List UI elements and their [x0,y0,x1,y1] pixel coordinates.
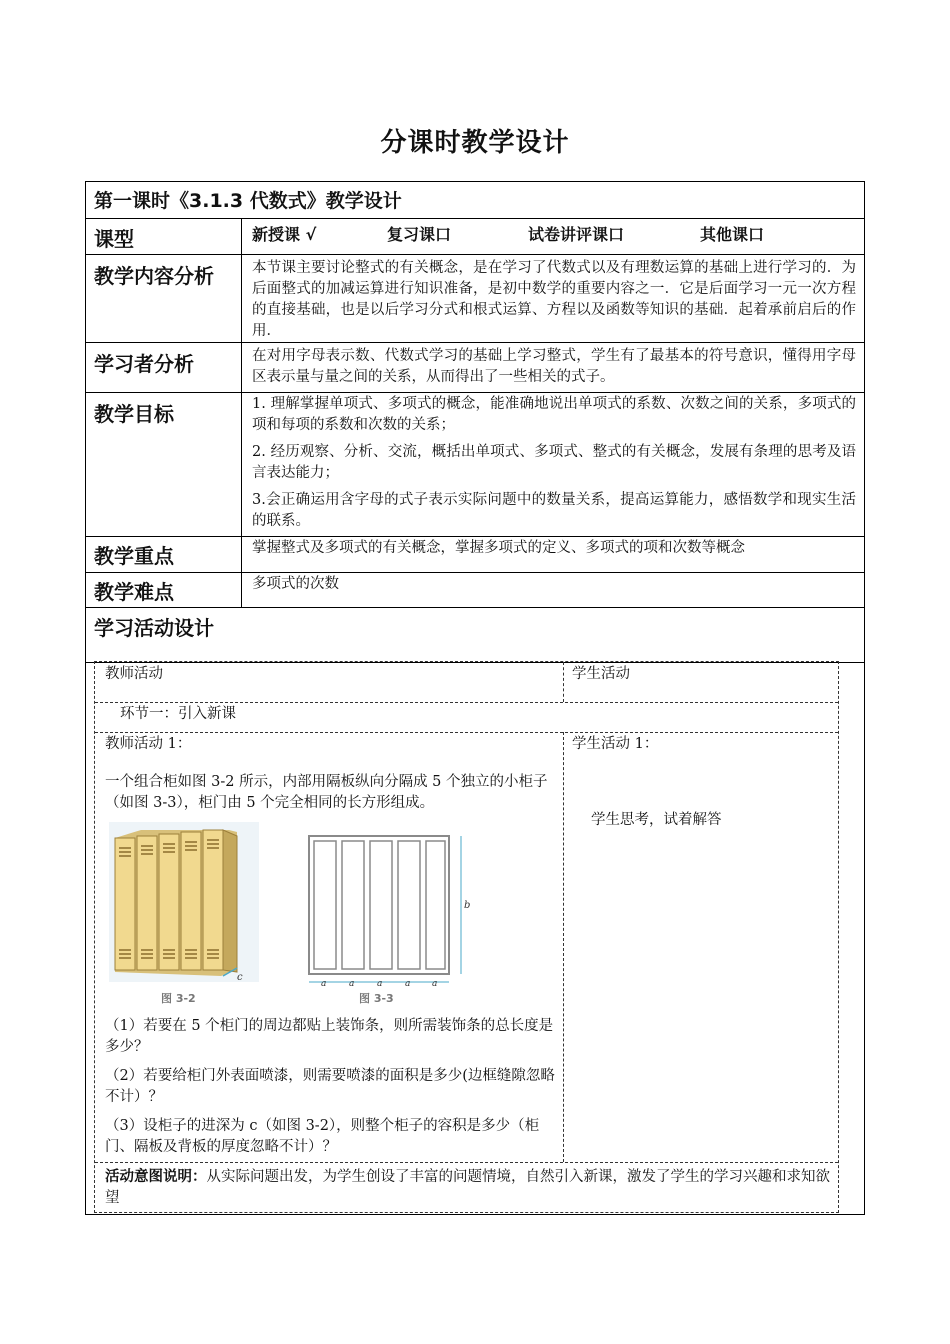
row-divider [86,342,864,343]
figure-label-b: b [464,900,471,911]
figure-label-a: a [405,979,411,989]
row-divider [86,254,864,255]
row-divider [86,572,864,573]
objective-item: 2. 经历观察、分析、交流，概括出单项式、多项式、整式的有关概念，发展有条理的思考及语言表达能力； [252,444,856,481]
dashed-row-divider [95,702,838,703]
figure-caption-3-3: 图 3-3 [359,992,394,1005]
objective-item: 1. 理解掌握单项式、多项式的概念，能准确地说出单项式的系数、次数之间的关系，多项式的项和每项的系数和次数的关系； [252,396,856,433]
activity-intent [105,1166,833,1209]
intent-label: 活动意图说明： [105,1168,207,1185]
cabinet-front-figure [309,836,470,989]
difficulties-text: 多项式的次数 [252,576,339,592]
row-divider [86,218,864,219]
column-divider [241,218,242,607]
key-points-label: 教学重点 [94,544,174,568]
type-option-new: 新授课 √ [252,225,317,244]
row-divider [86,392,864,393]
figure-label-a: a [377,979,383,989]
dashed-row-divider [95,1162,838,1163]
content-analysis-label: 教学内容分析 [94,264,214,288]
cabinet-figures [109,822,549,1008]
figure-caption-3-2: 图 3-2 [161,992,196,1005]
activity-design-label: 学习活动设计 [94,616,214,640]
teacher-activity-header: 教师活动 [105,666,163,682]
student-activity-header: 学生活动 [572,666,630,682]
question-3: （3）设柜子的进深为 c（如图 3-2），则整个柜子的容积是多少（柜门、隔板及背板的厚度忽略不计）？ [105,1118,540,1155]
objectives-label: 教学目标 [94,402,174,426]
learner-analysis-text: 在对用字母表示数、代数式学习的基础上学习整式，学生有了最基本的符号意识，懂得用字母区表示量与量之间的关系，从而得出了一些相关的式子。 [252,348,856,385]
dashed-column-divider [563,662,564,702]
learner-analysis-label: 学习者分析 [94,352,194,376]
page-title: 分课时教学设计 [380,128,570,158]
figure-label-c: c [237,972,243,983]
type-option-review: 复习课口 [387,225,452,244]
dashed-column-divider [563,732,564,1162]
content-analysis-text: 本节课主要讨论整式的有关概念，是在学习了代数式以及有理数运算的基础上进行学习的．为后面整式的加减运算进行知识准备，是初中数学的重要内容之一．它是后面学习一元一次方程的直接基础，也是以后学习分式和根式运算、方程以及函数等知识的基础．起着承前启后的作用． [252,260,856,339]
cabinet-illustration [109,822,549,1008]
figure-label-a: a [349,979,355,989]
figure-label-a: a [321,979,327,989]
objectives-list [252,394,856,538]
activity-table [94,661,839,1213]
dashed-row-divider [95,732,838,733]
difficulties-label: 教学难点 [94,580,174,604]
cabinet-3d-figure [109,822,259,983]
figure-label-a: a [432,979,438,989]
type-option-exam-review: 试卷讲评课口 [528,225,625,244]
teacher-activity-title: 教师活动 1： [105,736,192,752]
type-option-other: 其他课口 [700,225,765,244]
question-2: （2）若要给柜门外表面喷漆，则需要喷漆的面积是多少(边框缝隙忽略不计）？ [105,1068,555,1105]
objective-item: 3.会正确运用含字母的式子表示实际问题中的数量关系，提高运算能力，感悟数学和现实生活的联系。 [252,492,856,529]
row-divider [86,607,864,608]
question-1: （1）若要在 5 个柜门的周边都贴上装饰条，则所需装饰条的总长度是多少？ [105,1018,554,1055]
lesson-type-label: 课型 [94,227,134,251]
student-activity-title: 学生活动 1： [572,736,659,752]
problem-intro: 一个组合柜如图 3-2 所示，内部用隔板纵向分隔成 5 个独立的小柜子（如图 3-3），柜门由 5 个完全相同的长方形组成。 [105,774,548,811]
section-title: 环节一：引入新课 [120,706,236,722]
intent-text: 从实际问题出发，为学生创设了丰富的问题情境，自然引入新课，激发了学生的学习兴趣和求知欲望 [105,1169,830,1206]
student-response: 学生思考，试着解答 [591,812,722,828]
key-points-text: 掌握整式及多项式的有关概念，掌握多项式的定义、多项式的项和次数等概念 [252,540,745,556]
lesson-title: 第一课时《3.1.3 代数式》教学设计 [94,190,402,212]
